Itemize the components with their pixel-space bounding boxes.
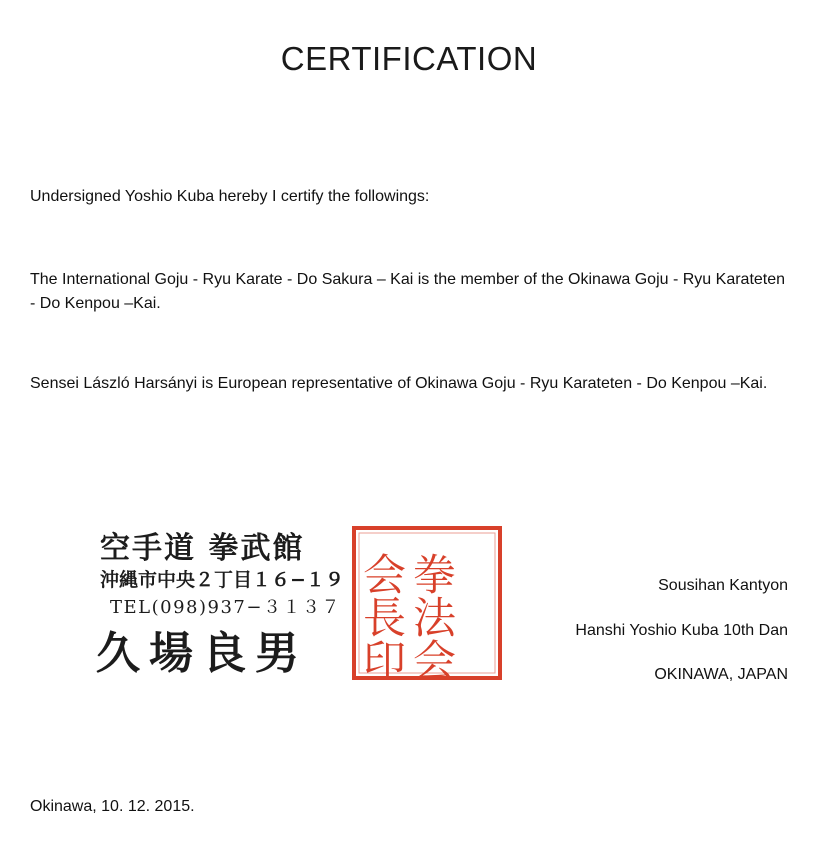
- representative-paragraph: Sensei László Harsányi is European representative of Okinawa Goju - Ryu Karateten - Do Kenpou –Kai.: [30, 375, 768, 392]
- document-title: CERTIFICATION: [280, 40, 538, 77]
- signatory-name: Hanshi Yoshio Kuba 10th Dan: [575, 622, 788, 639]
- seal-text-right: 拳法会: [406, 552, 456, 681]
- date-line: Okinawa, 10. 12. 2015.: [30, 798, 195, 815]
- red-seal: [354, 528, 500, 682]
- intro-paragraph: Undersigned Yoshio Kuba hereby I certify the followings:: [30, 188, 430, 205]
- dojo-stamp: [96, 522, 516, 692]
- stamp-dojo-name: 空手道 拳武館: [100, 531, 305, 566]
- stamp-address: 沖縄市中央２丁目１６−１９: [100, 569, 344, 591]
- seal-text-left: 会長印: [356, 552, 406, 681]
- stamp-telephone: TEL(098)937−３１３７: [110, 597, 341, 618]
- stamp-person-name: 久場良男: [96, 628, 308, 679]
- signatory-title: Sousihan Kantyon: [658, 577, 788, 594]
- signatory-location: OKINAWA, JAPAN: [654, 666, 788, 683]
- membership-paragraph: The International Goju - Ryu Karate - Do Sakura – Kai is the member of the Okinawa Goju - Ryu Karateten - Do Kenpou –Kai.: [30, 271, 786, 312]
